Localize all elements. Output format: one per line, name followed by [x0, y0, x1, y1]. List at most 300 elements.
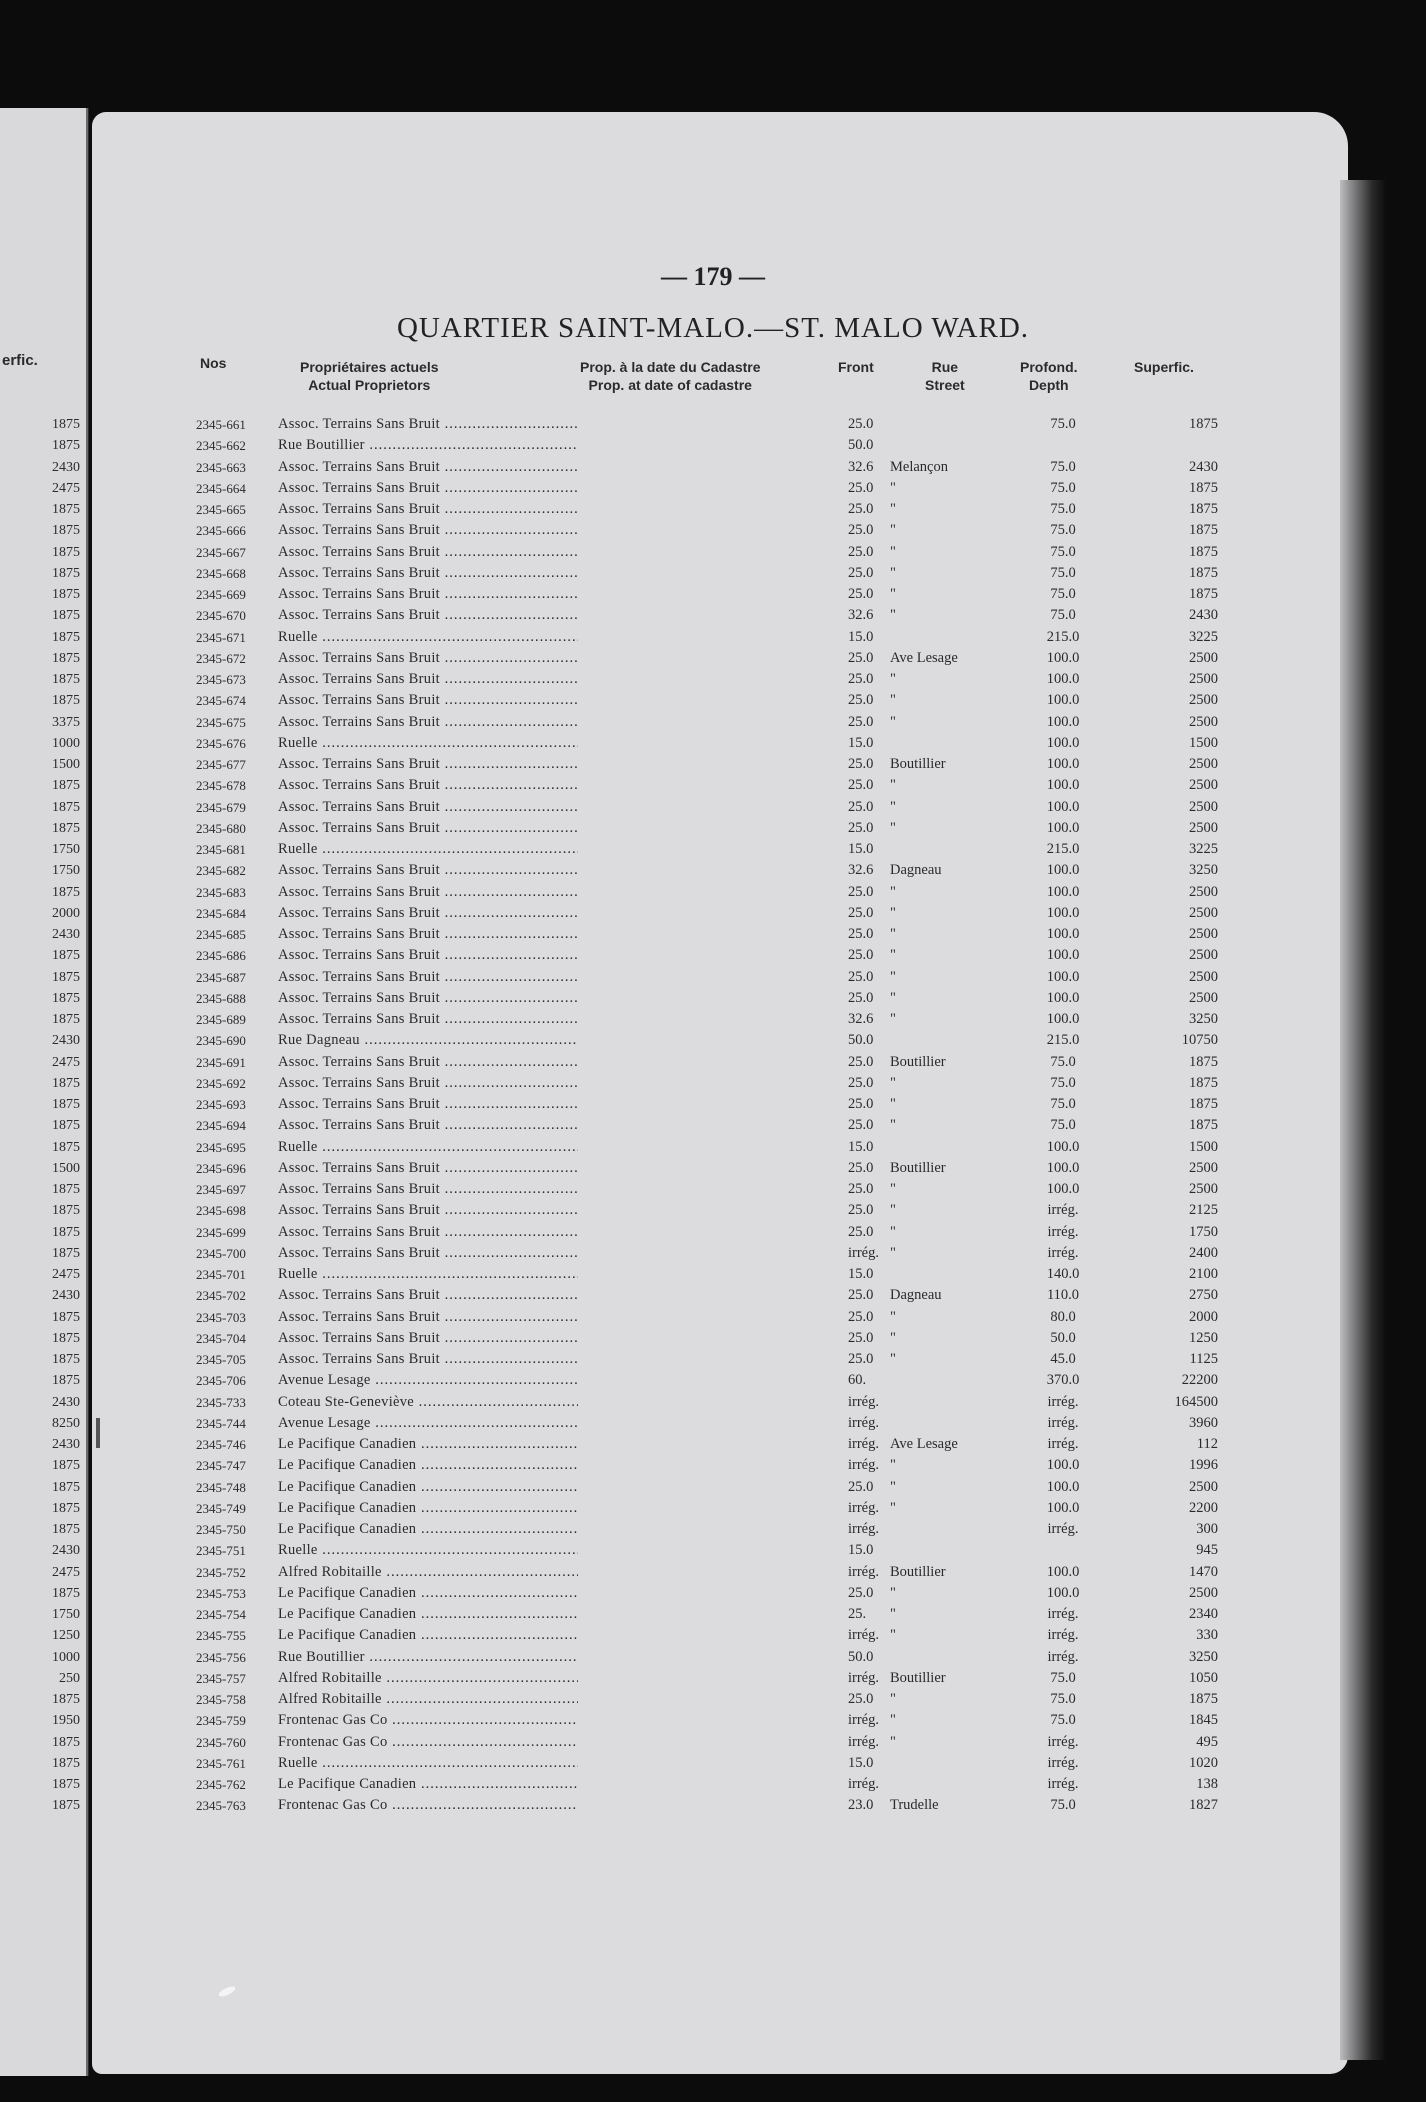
depth-value: 100.0 [1046, 862, 1080, 879]
depth-value: 100.0 [1046, 756, 1080, 772]
lot-number: 2345-680 [196, 820, 246, 836]
owner-name: Assoc. Terrains Sans Bruit ..... [278, 690, 578, 711]
owner-name: Assoc. Terrains Sans Bruit ..... [278, 1009, 578, 1030]
cadastre-table-body [0, 414, 1426, 1817]
depth-value: 100.0 [1046, 1563, 1080, 1580]
depth-value: 50.0 [1050, 1329, 1076, 1346]
lot-number: 2345-699 [196, 1224, 246, 1240]
header-street-fr: Rue [931, 359, 959, 375]
owner-name: Le Pacifique Canadien ..... [278, 1477, 578, 1498]
owner-name: Frontenac Gas Co ..... [278, 1732, 578, 1753]
left-page-area-value: 1750 [52, 863, 80, 879]
street-name: Dagneau [890, 862, 942, 879]
depth-value: 75.0 [1050, 564, 1076, 581]
table-row [0, 1222, 1426, 1243]
owner-name: Assoc. Terrains Sans Bruit ..... [278, 924, 578, 945]
header-street-en: Street [925, 377, 965, 393]
left-page-area-value: 1875 [52, 1755, 80, 1771]
street-name: " [890, 692, 896, 709]
header-depth-en: Depth [1028, 377, 1069, 393]
area-value: 2500 [1189, 968, 1218, 985]
street-name: " [890, 968, 896, 985]
owner-name: Alfred Robitaille ..... [278, 1562, 578, 1583]
owner-name: Avenue Lesage ..... [278, 1370, 578, 1391]
depth-value: irrég. [1047, 1223, 1079, 1240]
owner-name: Assoc. Terrains Sans Bruit ..... [278, 712, 578, 733]
front-value: 25.0 [848, 416, 874, 432]
depth-value: 75.0 [1050, 1053, 1076, 1070]
front-value: 25.0 [848, 1478, 874, 1495]
lot-number: 2345-669 [196, 587, 246, 602]
table-row [0, 478, 1426, 499]
depth-value: irrég. [1047, 1521, 1079, 1537]
table-row [0, 1094, 1426, 1115]
depth-value: irrég. [1047, 1202, 1079, 1219]
area-value: 1050 [1189, 1669, 1218, 1686]
left-page-area-value: 1875 [52, 693, 80, 709]
table-row [0, 1264, 1426, 1285]
front-value: 25.0 [848, 798, 874, 815]
lot-number: 2345-662 [196, 438, 246, 454]
lot-number: 2345-687 [196, 969, 246, 985]
front-value: 25.0 [848, 947, 874, 964]
table-row [0, 1115, 1426, 1136]
table-row [0, 1137, 1426, 1158]
owner-name: Assoc. Terrains Sans Bruit ..... [278, 1328, 578, 1349]
lot-number: 2345-744 [196, 1415, 246, 1431]
street-name: " [890, 1244, 896, 1261]
owner-name: Assoc. Terrains Sans Bruit ..... [278, 605, 578, 626]
lot-number: 2345-746 [196, 1437, 246, 1452]
lot-number: 2345-681 [196, 842, 246, 857]
front-value: 25.0 [848, 883, 874, 900]
header-owners-fr: Propriétaires actuels [300, 359, 439, 375]
lot-number: 2345-697 [196, 1182, 246, 1197]
left-page-area-value: 1875 [52, 1139, 80, 1155]
table-row [0, 669, 1426, 690]
street-name: " [890, 1478, 896, 1495]
lot-number: 2345-696 [196, 1160, 246, 1176]
table-row [0, 1158, 1426, 1179]
street-name: " [890, 1606, 896, 1622]
owner-name: Assoc. Terrains Sans Bruit ..... [278, 1222, 578, 1243]
area-value: 2200 [1189, 1499, 1218, 1516]
depth-value: 75.0 [1050, 543, 1076, 560]
left-page-area-value: 1875 [52, 502, 80, 517]
left-page-area-value: 1750 [52, 842, 80, 857]
lot-number: 2345-754 [196, 1607, 246, 1622]
area-value: 3225 [1189, 841, 1218, 857]
depth-value: 75.0 [1050, 458, 1076, 475]
lot-number: 2345-663 [196, 459, 246, 475]
lot-number: 2345-701 [196, 1267, 246, 1282]
front-value: 25.0 [848, 1287, 874, 1304]
left-page-area-value: 1875 [52, 565, 80, 581]
depth-value: irrég. [1047, 1733, 1079, 1750]
lot-number: 2345-758 [196, 1692, 246, 1707]
street-name: " [890, 522, 896, 539]
left-page-area-value: 1875 [52, 1500, 80, 1516]
left-page-area-value: 2430 [52, 459, 80, 475]
left-page-area-value: 1875 [52, 1245, 80, 1261]
left-page-area-value: 1875 [52, 1309, 80, 1325]
table-row [0, 1328, 1426, 1349]
street-name: " [890, 713, 896, 730]
street-name: " [890, 1733, 896, 1750]
area-value: 1827 [1189, 1797, 1218, 1814]
left-page-area-value: 1875 [52, 1692, 80, 1707]
owner-name: Assoc. Terrains Sans Bruit ..... [278, 1307, 578, 1328]
header-prop-cadastre-en: Prop. at date of cadastre [588, 377, 752, 393]
owner-name: Assoc. Terrains Sans Bruit ..... [278, 1115, 578, 1136]
left-page-area-value: 1875 [52, 629, 80, 645]
depth-value: irrég. [1047, 1754, 1079, 1771]
header-depth-fr: Profond. [1020, 359, 1078, 375]
area-value: 2000 [1189, 1308, 1218, 1325]
area-value: 3250 [1189, 862, 1218, 879]
left-page-area-value: 2430 [52, 1033, 80, 1049]
header-owners-en: Actual Proprietors [308, 377, 431, 393]
front-value: 25.0 [848, 713, 874, 730]
front-value: 25.0 [848, 692, 874, 709]
owner-name: Ruelle ..... [278, 1137, 578, 1158]
depth-value: 75.0 [1050, 479, 1076, 496]
left-page-area-value: 3375 [52, 714, 80, 730]
lot-number: 2345-691 [196, 1054, 246, 1070]
street-name: Boutillier [890, 1563, 946, 1580]
left-page-area-value: 2430 [52, 1437, 80, 1452]
left-page-area-value: 1000 [52, 735, 80, 751]
left-page-area-value: 1875 [52, 1777, 80, 1792]
area-value: 2500 [1189, 819, 1218, 836]
table-row [0, 797, 1426, 818]
area-value: 3225 [1189, 628, 1218, 645]
depth-value: 75.0 [1050, 1096, 1076, 1112]
depth-value: 370.0 [1046, 1372, 1080, 1389]
front-value: 32.6 [848, 862, 874, 879]
left-page-area-value: 1750 [52, 1607, 80, 1622]
table-row [0, 1243, 1426, 1264]
owner-name: Assoc. Terrains Sans Bruit ..... [278, 1285, 578, 1306]
table-row [0, 1604, 1426, 1625]
depth-value: 75.0 [1050, 501, 1076, 517]
owner-name: Frontenac Gas Co ..... [278, 1710, 578, 1731]
lot-number: 2345-675 [196, 714, 246, 730]
table-row [0, 1647, 1426, 1668]
lot-number: 2345-676 [196, 735, 246, 751]
table-row [0, 1668, 1426, 1689]
area-value: 1875 [1189, 416, 1218, 432]
street-name: " [890, 1584, 896, 1601]
lot-number: 2345-686 [196, 948, 246, 964]
table-row [0, 1540, 1426, 1561]
front-value: 15.0 [848, 1542, 874, 1559]
table-row [0, 1583, 1426, 1604]
depth-value: 215.0 [1046, 1032, 1080, 1049]
street-name: " [890, 586, 896, 602]
left-page-area-value: 2475 [52, 1267, 80, 1282]
area-value: 1875 [1189, 522, 1218, 539]
owner-name: Assoc. Terrains Sans Bruit ..... [278, 988, 578, 1009]
table-row [0, 712, 1426, 733]
lot-number: 2345-703 [196, 1309, 246, 1325]
area-value: 3250 [1189, 1011, 1218, 1027]
lot-number: 2345-756 [196, 1649, 246, 1665]
table-row [0, 860, 1426, 881]
left-page-area-value: 8250 [52, 1415, 80, 1431]
area-value: 495 [1196, 1733, 1218, 1750]
lot-number: 2345-748 [196, 1479, 246, 1495]
table-row [0, 1498, 1426, 1519]
depth-value: 75.0 [1050, 1669, 1076, 1686]
area-value: 2500 [1189, 756, 1218, 772]
depth-value: irrég. [1047, 1244, 1079, 1261]
area-value: 2100 [1189, 1266, 1218, 1282]
lot-number: 2345-694 [196, 1118, 246, 1134]
lot-number: 2345-665 [196, 502, 246, 517]
street-name: " [890, 777, 896, 794]
depth-value: irrég. [1047, 1606, 1079, 1622]
table-row [0, 775, 1426, 796]
left-page-area-value: 1875 [52, 1522, 80, 1537]
left-page-area-value: 1875 [52, 820, 80, 836]
owner-name: Assoc. Terrains Sans Bruit ..... [278, 1200, 578, 1221]
lot-number: 2345-689 [196, 1012, 246, 1027]
depth-value: 100.0 [1046, 1159, 1080, 1176]
owner-name: Assoc. Terrains Sans Bruit ..... [278, 478, 578, 499]
left-page-area-value: 1875 [52, 948, 80, 964]
header-no: Nos [200, 355, 227, 371]
left-page-area-value: 1875 [52, 672, 80, 687]
street-name: " [890, 883, 896, 900]
front-value: irrég. [848, 1499, 879, 1516]
left-page-area-value: 2430 [52, 1394, 80, 1410]
lot-number: 2345-698 [196, 1203, 246, 1219]
area-value: 1875 [1189, 1117, 1218, 1134]
front-value: 32.6 [848, 458, 874, 475]
front-value: irrég. [848, 1414, 879, 1431]
front-value: 15.0 [848, 1266, 874, 1282]
left-page-area-value: 1875 [52, 1203, 80, 1219]
street-name: Boutillier [890, 1159, 946, 1176]
table-row [0, 1710, 1426, 1731]
depth-value: 75.0 [1050, 1117, 1076, 1134]
lot-number: 2345-668 [196, 565, 246, 581]
left-page-area-value: 1875 [52, 1585, 80, 1601]
lot-number: 2345-690 [196, 1033, 246, 1049]
depth-value: 215.0 [1046, 628, 1080, 645]
table-row [0, 584, 1426, 605]
street-name: " [890, 926, 896, 942]
depth-value: 75.0 [1050, 607, 1076, 624]
depth-value: irrég. [1047, 1414, 1079, 1431]
table-row [0, 1009, 1426, 1030]
left-page-area-value: 1500 [52, 1160, 80, 1176]
area-value: 2500 [1189, 671, 1218, 687]
street-name: Ave Lesage [890, 649, 958, 666]
depth-value: 100.0 [1046, 819, 1080, 836]
owner-name: Le Pacifique Canadien ..... [278, 1455, 578, 1476]
street-name: " [890, 671, 896, 687]
lot-number: 2345-667 [196, 544, 246, 560]
lot-number: 2345-752 [196, 1564, 246, 1580]
left-page-area-value: 1875 [52, 1012, 80, 1027]
street-name: Boutillier [890, 1669, 946, 1686]
area-value: 2500 [1189, 947, 1218, 964]
lot-number: 2345-702 [196, 1288, 246, 1304]
depth-value: 110.0 [1046, 1287, 1080, 1304]
area-value: 2500 [1189, 926, 1218, 942]
area-value: 2500 [1189, 649, 1218, 666]
area-value: 1845 [1189, 1712, 1218, 1729]
street-name: " [890, 947, 896, 964]
left-page-area-value: 1875 [52, 544, 80, 560]
area-value: 2500 [1189, 883, 1218, 900]
left-page-area-value: 250 [59, 1670, 80, 1686]
lot-number: 2345-688 [196, 990, 246, 1006]
front-value: 25.0 [848, 1181, 874, 1197]
table-row [0, 605, 1426, 626]
front-value: 60. [848, 1372, 867, 1389]
table-row [0, 435, 1426, 456]
depth-value: 100.0 [1046, 926, 1080, 942]
left-page-area-value: 1875 [52, 778, 80, 794]
owner-name: Assoc. Terrains Sans Bruit ..... [278, 903, 578, 924]
depth-value: 100.0 [1046, 968, 1080, 985]
street-name: Boutillier [890, 1053, 946, 1070]
lot-number: 2345-674 [196, 693, 246, 709]
street-name: " [890, 1691, 896, 1707]
area-value: 1500 [1189, 1138, 1218, 1155]
lot-number: 2345-677 [196, 757, 246, 772]
lot-number: 2345-757 [196, 1670, 246, 1686]
area-value: 2125 [1189, 1202, 1218, 1219]
table-row [0, 903, 1426, 924]
lot-number: 2345-704 [196, 1330, 246, 1346]
owner-name: Alfred Robitaille ..... [278, 1668, 578, 1689]
left-page-area-value: 1875 [52, 608, 80, 624]
depth-value: 100.0 [1046, 777, 1080, 794]
owner-name: Coteau Ste-Geneviève ..... [278, 1392, 578, 1413]
area-value: 1875 [1189, 1691, 1218, 1707]
street-name: " [890, 1712, 896, 1729]
street-name: " [890, 479, 896, 496]
depth-value: 100.0 [1046, 1584, 1080, 1601]
lot-number: 2345-751 [196, 1543, 246, 1559]
table-row [0, 414, 1426, 435]
depth-value: 100.0 [1046, 734, 1080, 751]
front-value: 50.0 [848, 437, 874, 454]
depth-value: irrég. [1047, 1436, 1079, 1452]
owner-name: Assoc. Terrains Sans Bruit ..... [278, 882, 578, 903]
front-value: 25.0 [848, 926, 874, 942]
area-value: 2340 [1189, 1606, 1218, 1622]
area-value: 1125 [1189, 1351, 1218, 1367]
left-page-area-value: 1875 [52, 1373, 80, 1389]
lot-number: 2345-679 [196, 799, 246, 815]
front-value: 25.0 [848, 1053, 874, 1070]
header-prop-cadastre-fr: Prop. à la date du Cadastre [580, 359, 761, 375]
area-value: 2500 [1189, 1159, 1218, 1176]
front-value: 25.0 [848, 1096, 874, 1112]
area-value: 1875 [1189, 586, 1218, 602]
front-value: irrég. [848, 1563, 879, 1580]
area-value: 1875 [1189, 1074, 1218, 1091]
owner-name: Ruelle ..... [278, 1264, 578, 1285]
depth-value: 100.0 [1046, 671, 1080, 687]
table-row [0, 1689, 1426, 1710]
section-title: QUARTIER SAINT-MALO.—ST. MALO WARD. [396, 312, 1030, 344]
depth-value: 100.0 [1046, 883, 1080, 900]
left-page-area-value: 1875 [52, 523, 80, 539]
front-value: 15.0 [848, 1138, 874, 1155]
street-name: " [890, 1117, 896, 1134]
left-page-area-value: 1250 [52, 1628, 80, 1644]
lot-number: 2345-733 [196, 1394, 246, 1410]
area-value: 1875 [1189, 543, 1218, 560]
table-row [0, 457, 1426, 478]
front-value: 25. [848, 1606, 867, 1622]
owner-name: Assoc. Terrains Sans Bruit ..... [278, 1349, 578, 1370]
depth-value: 75.0 [1050, 1691, 1076, 1707]
owner-name: Assoc. Terrains Sans Bruit ..... [278, 542, 578, 563]
lot-number: 2345-759 [196, 1713, 246, 1729]
street-name: " [890, 1308, 896, 1325]
street-name: Dagneau [890, 1287, 942, 1304]
area-value: 2430 [1189, 458, 1218, 475]
owner-name: Rue Boutillier ..... [278, 435, 578, 456]
depth-value: irrég. [1047, 1776, 1079, 1792]
left-page-area-value: 1875 [52, 1075, 80, 1091]
depth-value: 80.0 [1050, 1308, 1076, 1325]
area-value: 1875 [1189, 1053, 1218, 1070]
table-row [0, 1477, 1426, 1498]
depth-value: 45.0 [1050, 1351, 1076, 1367]
table-row [0, 1370, 1426, 1391]
table-row [0, 945, 1426, 966]
table-row [0, 690, 1426, 711]
lot-number: 2345-670 [196, 608, 246, 624]
header-owners [300, 358, 439, 394]
lot-number: 2345-672 [196, 650, 246, 666]
left-page-area-value: 1875 [52, 417, 80, 432]
front-value: 25.0 [848, 1223, 874, 1240]
area-value: 2750 [1189, 1287, 1218, 1304]
depth-value: 100.0 [1046, 904, 1080, 921]
street-name: " [890, 1223, 896, 1240]
street-name: " [890, 501, 896, 517]
area-value: 1875 [1189, 501, 1218, 517]
front-value: 32.6 [848, 1011, 874, 1027]
left-page-area-value: 1875 [52, 1352, 80, 1367]
depth-value: 75.0 [1050, 586, 1076, 602]
area-value: 300 [1196, 1521, 1218, 1537]
street-name: " [890, 607, 896, 624]
left-page-area-value: 1875 [52, 587, 80, 602]
lot-number: 2345-682 [196, 863, 246, 879]
owner-name: Avenue Lesage ..... [278, 1413, 578, 1434]
table-row [0, 1774, 1426, 1795]
owner-name: Assoc. Terrains Sans Bruit ..... [278, 818, 578, 839]
area-value: 945 [1196, 1542, 1218, 1559]
front-value: 15.0 [848, 1754, 874, 1771]
table-row [0, 542, 1426, 563]
owner-name: Assoc. Terrains Sans Bruit ..... [278, 754, 578, 775]
lot-number: 2345-685 [196, 927, 246, 942]
owner-name: Le Pacifique Canadien ..... [278, 1774, 578, 1795]
front-value: 25.0 [848, 671, 874, 687]
area-value: 2500 [1189, 798, 1218, 815]
